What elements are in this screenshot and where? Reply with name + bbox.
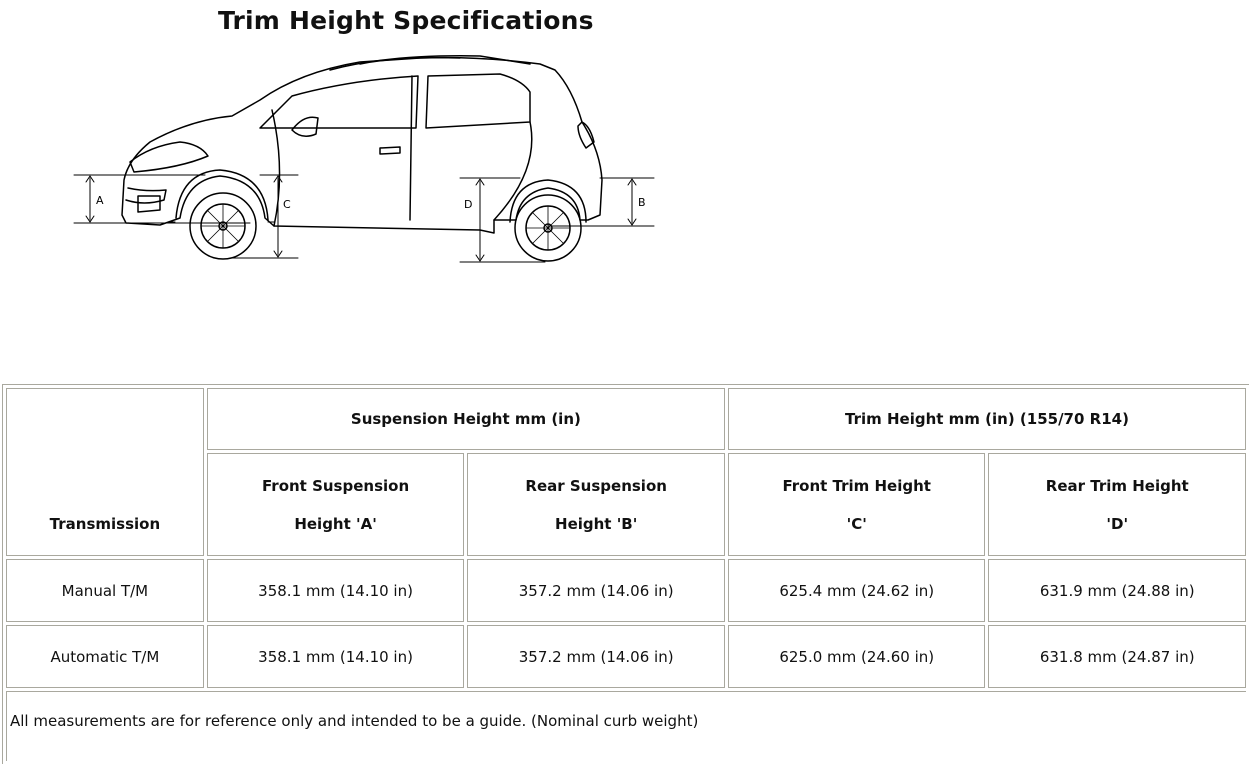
header-line: Front Trim Height xyxy=(782,476,931,495)
car-side-view-icon xyxy=(60,50,660,270)
rear-suspension-header xyxy=(467,453,725,556)
front-suspension-header xyxy=(207,453,465,556)
label-d: D xyxy=(464,198,473,211)
header-line: Rear Suspension xyxy=(525,476,667,495)
trim-height-table xyxy=(2,384,1249,764)
label-b: B xyxy=(638,196,646,209)
label-c: C xyxy=(283,198,291,211)
value-cell: 625.0 mm (24.60 in) xyxy=(728,625,986,688)
header-line: Height 'B' xyxy=(555,514,638,533)
suspension-group-header: Suspension Height mm (in) xyxy=(207,388,725,450)
transmission-header: Transmission xyxy=(6,388,204,556)
header-line: 'D' xyxy=(1106,514,1129,533)
reference-note: All measurements are for reference only and intended to be a guide. (Nominal curb weight) xyxy=(6,691,1246,761)
value-cell: 357.2 mm (14.06 in) xyxy=(467,625,725,688)
transmission-cell: Manual T/M xyxy=(6,559,204,622)
trim-group-header: Trim Height mm (in) (155/70 R14) xyxy=(728,388,1246,450)
note-row xyxy=(6,691,1246,761)
value-cell: 631.8 mm (24.87 in) xyxy=(988,625,1246,688)
page-title: Trim Height Specifications xyxy=(218,6,594,35)
value-cell: 631.9 mm (24.88 in) xyxy=(988,559,1246,622)
value-cell: 358.1 mm (14.10 in) xyxy=(207,625,465,688)
value-cell: 357.2 mm (14.06 in) xyxy=(467,559,725,622)
value-cell: 358.1 mm (14.10 in) xyxy=(207,559,465,622)
label-a: A xyxy=(96,194,104,207)
header-line: Front Suspension xyxy=(262,476,410,495)
rear-trim-header xyxy=(988,453,1246,556)
header-line: Height 'A' xyxy=(294,514,377,533)
transmission-cell: Automatic T/M xyxy=(6,625,204,688)
header-line: Rear Trim Height xyxy=(1045,476,1189,495)
header-line: 'C' xyxy=(846,514,867,533)
value-cell: 625.4 mm (24.62 in) xyxy=(728,559,986,622)
front-trim-header xyxy=(728,453,986,556)
table-row xyxy=(6,625,1246,688)
table-row xyxy=(6,559,1246,622)
